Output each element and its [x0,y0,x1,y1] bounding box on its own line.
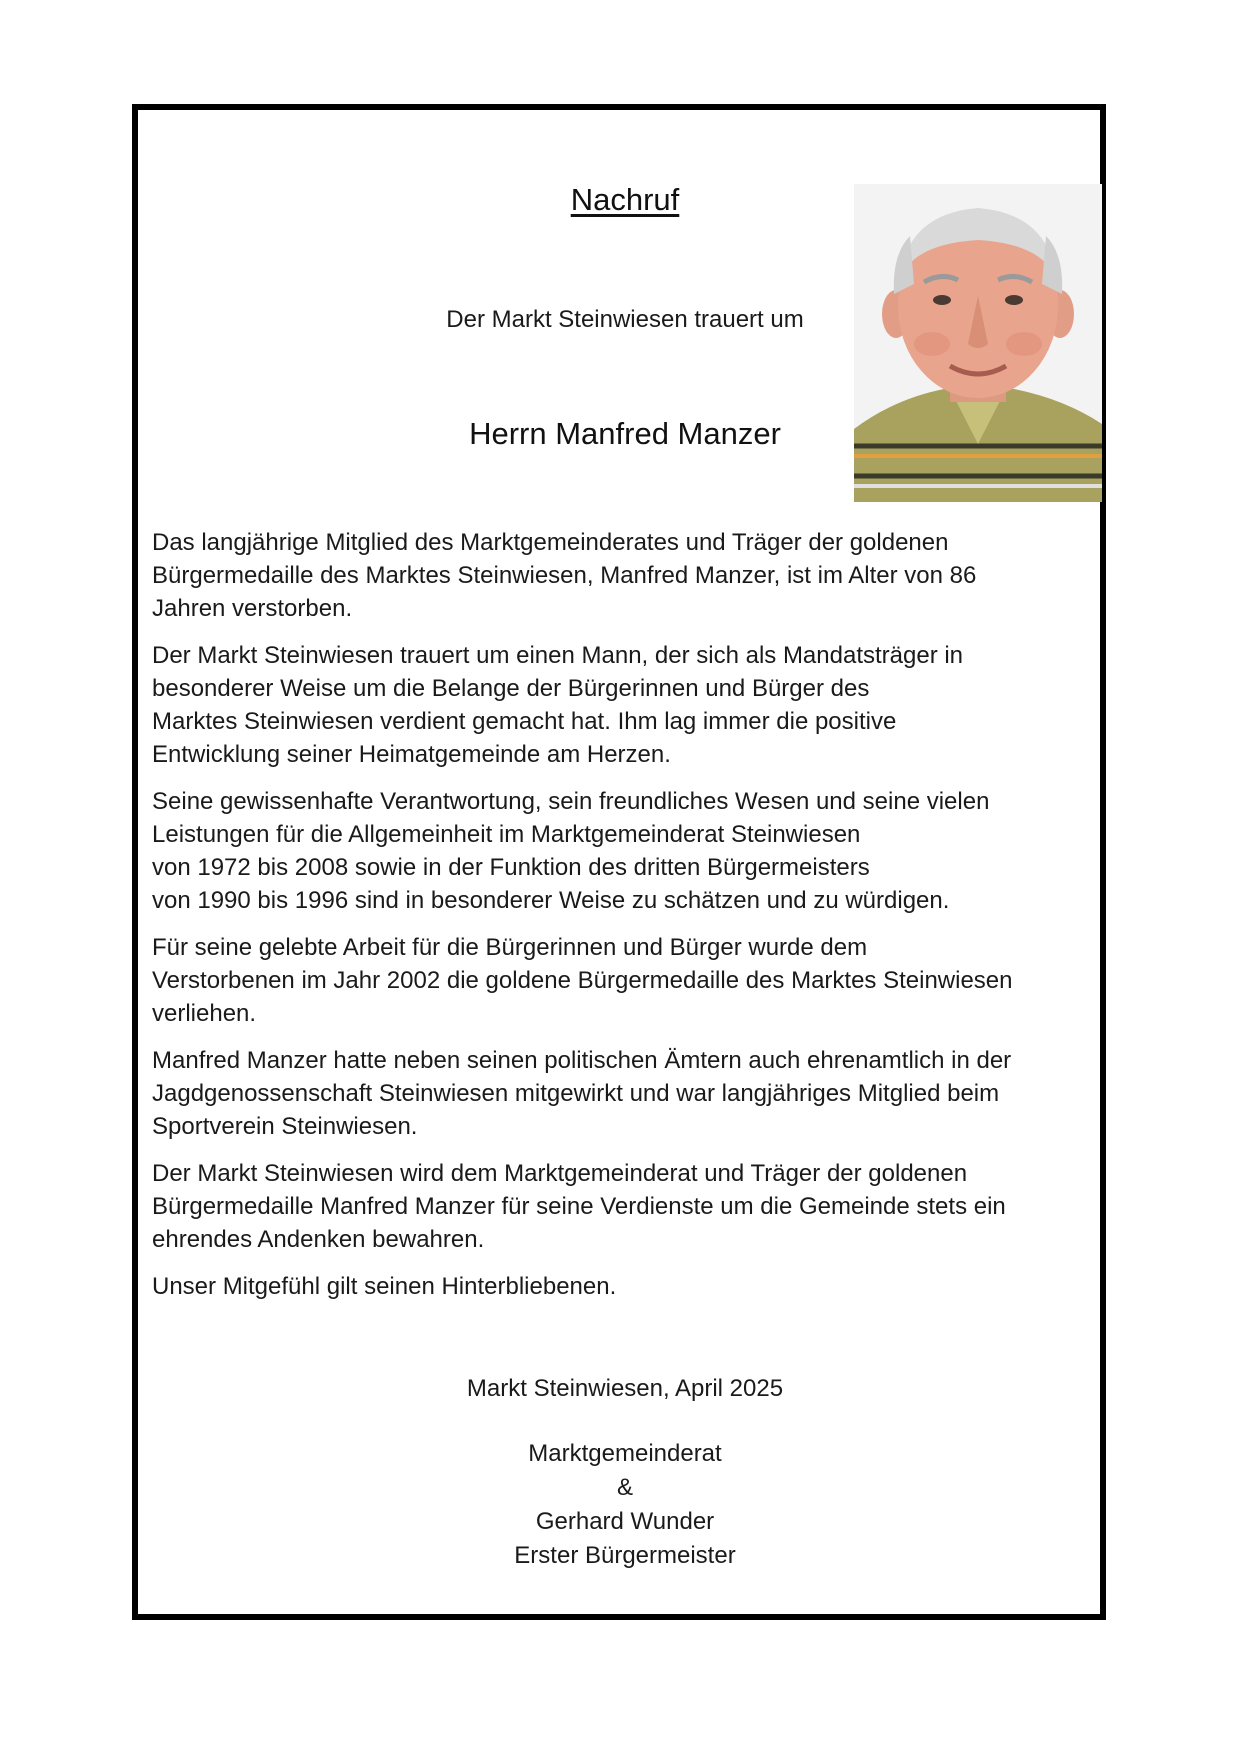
deceased-name: Herrn Manfred Manzer [469,416,781,451]
signature-block [138,1437,1112,1573]
intro-line: Der Markt Steinwiesen trauert um [446,306,804,333]
paragraph: Manfred Manzer hatte neben seinen politischen Ämtern auch ehrenamtlich in der Jagdgenossenschaft Steinwiesen mitgewirkt und war langjähriges Mitglied beim Sportverein Steinwiesen. [152,1047,1012,1140]
paragraph: Unser Mitgefühl gilt seinen Hinterbliebenen. [152,1273,617,1300]
portrait-photo [854,184,1102,502]
paragraph: Der Markt Steinwiesen wird dem Marktgemeinderat und Träger der goldenen Bürgermedaille Manfred Manzer für seine Verdienste um die Gemeinde stets ein ehrendes Andenken bewahren. [152,1160,1006,1253]
council-label: Marktgemeinderat [528,1440,722,1467]
paragraph: Das langjährige Mitglied des Marktgemeinderates und Träger der goldenen Bürgermedaille des Marktes Steinwiesen, Manfred Manzer, ist im Alter von 86 Jahren verstorben. [152,529,977,622]
obituary-body [152,526,1102,1317]
place-date: Markt Steinwiesen, April 2025 [466,1375,784,1402]
paragraph: Für seine gelebte Arbeit für die Bürgerinnen und Bürger wurde dem Verstorbenen im Jahr 2002 die goldene Bürgermedaille des Marktes Steinwiesen verliehen. [152,934,1013,1027]
signer-name: Gerhard Wunder [535,1508,715,1535]
obituary-frame [132,104,1106,1620]
paragraph: Der Markt Steinwiesen trauert um einen Mann, der sich als Mandatsträger in besonderer Weise um die Belange der Bürgerinnen und Bürger des Marktes Steinwiesen verdient gemacht hat. Ihm lag immer die positive Entwicklung seiner Heimatgemeinde am Herzen. [152,642,964,768]
portrait-photo-icon [854,184,1102,502]
ampersand: & [616,1474,633,1501]
paragraph: Seine gewissenhafte Verantwortung, sein freundliches Wesen und seine vielen Leistungen für die Allgemeinheit im Marktgemeinderat Steinwiesen von 1972 bis 2008 sowie in der Funktion des dritten Bürgermeisters von 1990 bis 1996 sind in besonderer Weise zu schätzen und zu würdigen. [152,788,990,914]
page-title: Nachruf [570,182,680,217]
signer-title: Erster Bürgermeister [514,1542,736,1569]
